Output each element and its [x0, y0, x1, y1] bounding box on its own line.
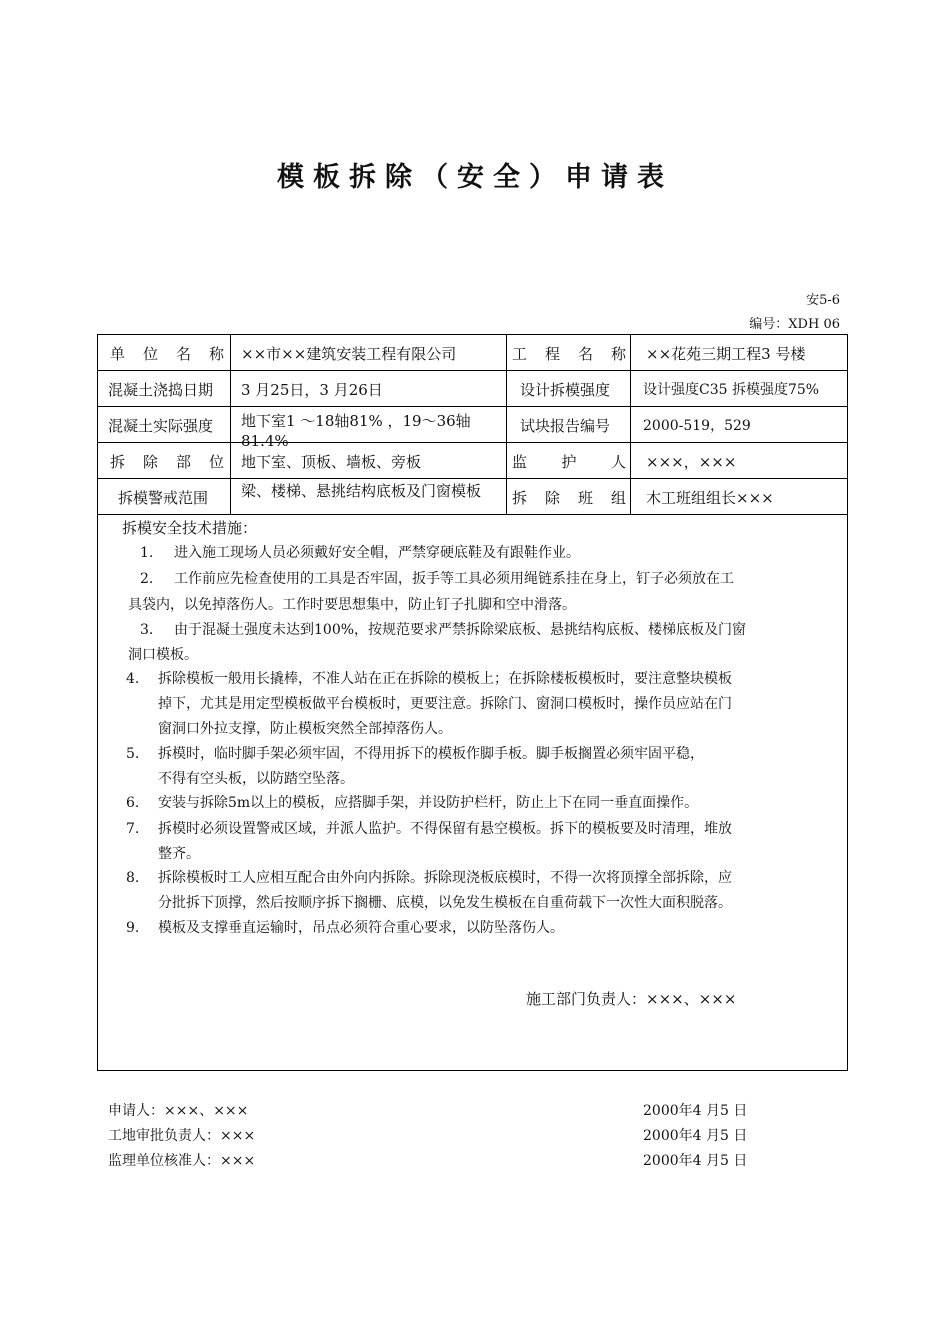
measure-line: 进入施工现场人员必须戴好安全帽，严禁穿硬底鞋及有跟鞋作业。	[174, 545, 580, 561]
measure-line: 不得有空头板，以防踏空坠落。	[158, 771, 354, 787]
measure-line: 安装与拆除5m以上的模板，应搭脚手架，并设防护栏杆，防止上下在同一垂直面操作。	[158, 795, 699, 811]
dept-signature: 施工部门负责人：×××、×××	[526, 990, 737, 1008]
measure-line: 拆除模板时工人应相互配合由外向内拆除。拆除现浇板底模时，不得一次将顶撑全部拆除，应	[158, 870, 732, 886]
application-form	[97, 334, 848, 1071]
measure-number: 4.	[126, 671, 140, 687]
measure-line: 拆模时必须设置警戒区域，并派人监护。不得保留有悬空模板。拆下的模板要及时清理，堆放	[158, 821, 732, 837]
site-approver: 工地审批负责人：×××	[108, 1128, 256, 1144]
value-removal-location: 地下室、顶板、墙板、旁板	[241, 453, 422, 471]
value-project-name: ××花苑三期工程3 号楼	[646, 345, 806, 363]
measure-line: 具袋内，以免掉落伤人。工作时要思想集中，防止钉子扎脚和空中滑落。	[128, 597, 576, 613]
measure-number: 5.	[126, 746, 140, 762]
label-removal-team: 拆除班组	[512, 489, 626, 507]
row-divider	[98, 514, 847, 515]
measure-line: 拆模时，临时脚手架必须牢固，不得用拆下的模板作脚手板。脚手板搁置必须牢固平稳，	[158, 746, 704, 762]
label-project-name: 工程名称	[512, 345, 626, 363]
column-divider	[506, 335, 507, 515]
label-warning-range: 拆模警戒范围	[118, 489, 209, 507]
measure-line: 掉下，尤其是用定型模板做平台模板时，更要注意。拆除门、窗洞口模板时，操作员应站在门	[158, 696, 732, 712]
label-supervisor: 监护人	[512, 453, 626, 471]
measure-line: 工作前应先检查使用的工具是否牢固，扳手等工具必须用绳链系挂在身上，钉子必须放在工	[174, 571, 734, 587]
label-removal-location: 拆除部位	[110, 453, 224, 471]
measure-line: 洞口模板。	[128, 647, 198, 663]
measure-number: 1.	[140, 545, 154, 561]
supervision-approver: 监理单位核准人：×××	[108, 1153, 256, 1169]
value-pour-date: 3 月25日，3 月26日	[241, 381, 383, 399]
site-approver-date: 2000年4 月5 日	[643, 1128, 748, 1144]
measures-title: 拆模安全技术措施：	[122, 519, 258, 537]
measure-line: 分批拆下顶撑，然后按顺序拆下搁栅、底模，以免发生模板在自重荷载下一次性大面积脱落。	[158, 895, 732, 911]
row-divider	[98, 478, 847, 479]
measure-number: 8.	[126, 870, 140, 886]
measure-line: 整齐。	[158, 846, 200, 862]
measure-line: 拆除模板一般用长撬棒，不准人站在正在拆除的模板上；在拆除楼板模板时，要注意整块模板	[158, 671, 732, 687]
value-actual-strength: 地下室1 ～18轴81% ，19～36轴81.4%	[241, 412, 471, 450]
label-report-number: 试块报告编号	[520, 417, 611, 435]
measure-line: 窗洞口外拉支撑，防止模板突然全部掉落伤人。	[158, 721, 452, 737]
row-divider	[98, 442, 847, 443]
applicant-date: 2000年4 月5 日	[643, 1103, 748, 1119]
supervision-approver-date: 2000年4 月5 日	[643, 1153, 748, 1169]
measure-number: 6.	[126, 795, 140, 811]
value-report-number: 2000-519，529	[643, 418, 751, 434]
form-code: 安5-6	[806, 293, 840, 308]
value-supervisor: ×××，×××	[646, 453, 737, 471]
label-pour-date: 混凝土浇捣日期	[108, 381, 214, 399]
measure-number: 3.	[140, 622, 154, 638]
value-removal-team: 木工班组组长×××	[646, 489, 774, 507]
measure-number: 7.	[126, 821, 140, 837]
value-unit-name: ××市××建筑安装工程有限公司	[241, 345, 457, 363]
measure-number: 9.	[126, 920, 140, 936]
value-design-strength: 设计强度C35 拆模强度75%	[643, 382, 820, 398]
label-actual-strength: 混凝土实际强度	[108, 417, 214, 435]
row-divider	[98, 406, 847, 407]
measure-line: 模板及支撑垂直运输时，吊点必须符合重心要求，以防坠落伤人。	[158, 920, 564, 936]
value-warning-range: 梁、楼梯、悬挑结构底板及门窗模板	[241, 482, 482, 500]
row-divider	[98, 370, 847, 371]
measure-number: 2.	[140, 571, 154, 587]
column-divider	[630, 335, 631, 515]
label-unit-name: 单位名称	[110, 345, 224, 363]
applicant: 申请人：×××、×××	[108, 1103, 249, 1119]
measure-line: 由于混凝土强度未达到100%，按规范要求严禁拆除梁底板、悬挑结构底板、楼梯底板及门窗	[174, 622, 747, 638]
serial-number: 编号：XDH 06	[749, 317, 840, 332]
form-title: 模板拆除（安全）申请表	[277, 162, 673, 193]
column-divider	[230, 335, 231, 515]
label-design-strength: 设计拆模强度	[520, 381, 611, 399]
